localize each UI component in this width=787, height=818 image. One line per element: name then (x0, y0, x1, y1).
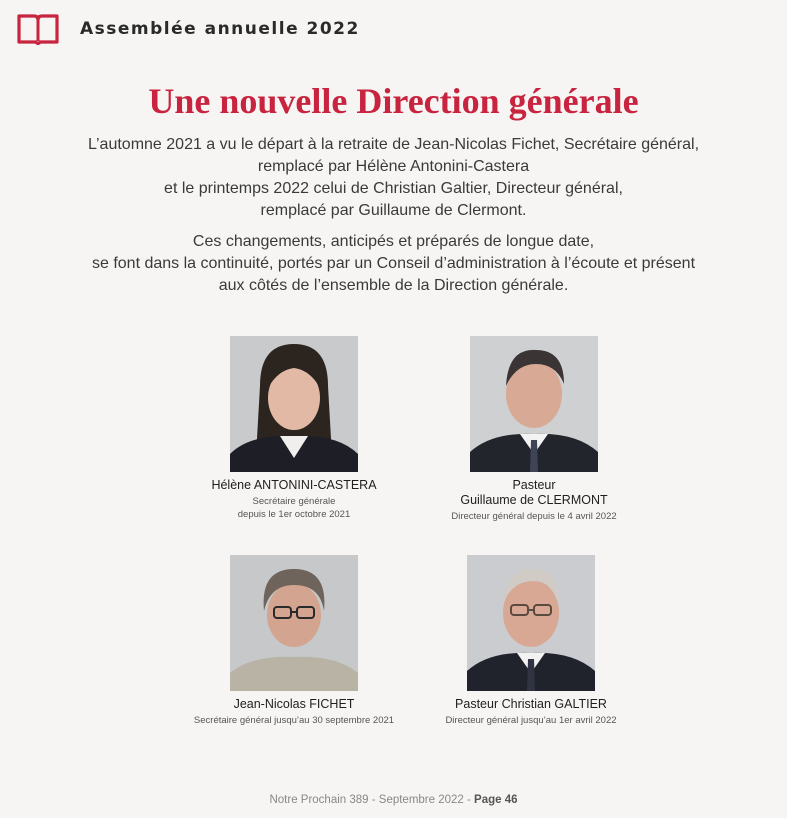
page-footer (0, 794, 787, 806)
article-intro (60, 134, 727, 306)
role-line: Secrétaire générale (252, 496, 336, 507)
person-name (421, 697, 641, 712)
role-line: Directeur général jusqu’au 1er avril 2022 (445, 715, 617, 726)
role-line: Secrétaire général jusqu’au 30 septembre 2021 (193, 715, 395, 726)
person-card-antonini-castera (184, 336, 404, 521)
name-line: Pasteur Christian GALTIER (455, 697, 607, 711)
page-header (16, 12, 360, 46)
role-line: Directeur général depuis le 4 avril 2022 (451, 511, 617, 522)
person-role (184, 714, 404, 727)
person-role (421, 714, 641, 727)
portrait-photo (470, 336, 598, 472)
intro-line: Ces changements, anticipés et préparés de longue date, (192, 233, 595, 250)
person-card-fichet (184, 555, 404, 727)
page-number: Page 46 (474, 794, 518, 806)
name-line: Hélène ANTONINI-CASTERA (211, 478, 377, 492)
intro-line: remplacé par Guillaume de Clermont. (260, 202, 527, 219)
name-line: Jean-Nicolas FICHET (233, 697, 355, 711)
intro-line: se font dans la continuité, portés par un Conseil d’administration à l’écoute et présent (91, 255, 696, 272)
intro-line: aux côtés de l’ensemble de la Direction générale. (218, 277, 569, 294)
book-icon (16, 12, 60, 46)
portrait-photo (230, 555, 358, 691)
intro-line: et le printemps 2022 celui de Christian Galtier, Directeur général, (164, 180, 623, 197)
person-card-de-clermont (424, 336, 644, 523)
intro-paragraph-1 (60, 134, 727, 222)
name-line: Guillaume de CLERMONT (460, 493, 608, 507)
intro-line: remplacé par Hélène Antonini-Castera (257, 158, 530, 175)
person-role (184, 495, 404, 521)
portrait-photo (467, 555, 595, 691)
role-line: depuis le 1er octobre 2021 (237, 509, 351, 520)
portrait-photo (230, 336, 358, 472)
person-role (424, 510, 644, 523)
article-title: Une nouvelle Direction générale (148, 81, 639, 121)
section-title: Assemblée annuelle 2022 (80, 19, 360, 39)
intro-line: L’automne 2021 a vu le départ à la retraite de Jean-Nicolas Fichet, Secrétaire général, (87, 136, 700, 153)
person-name (424, 478, 644, 508)
name-line: Pasteur (512, 478, 556, 492)
person-name (184, 478, 404, 493)
person-card-galtier (421, 555, 641, 727)
person-name (184, 697, 404, 712)
intro-paragraph-2 (60, 231, 727, 297)
footer-publication: Notre Prochain 389 - Septembre 2022 - (269, 794, 475, 806)
